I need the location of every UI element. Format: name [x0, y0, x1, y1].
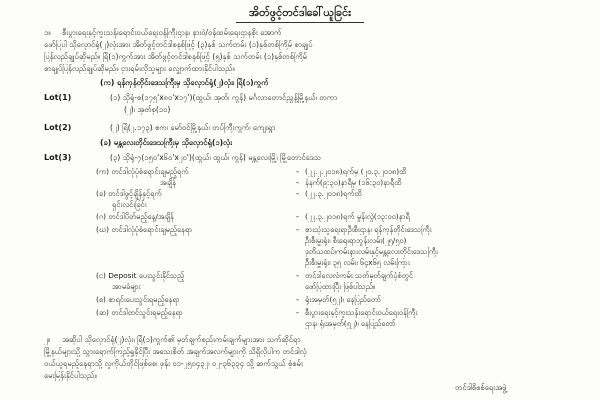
- schedule-value: (၂၂.၂.၂၀၁၈)ရက်မှ (၂၀.၃.၂၀၁၈)ထိ: [305, 167, 407, 176]
- lot1-label: Lot(1): [44, 93, 72, 102]
- section-b-heading: (ခ) မန္တလေးတိုင်းဒေသကြီးမှ သိုလှောင်ရုံ(၁)လုံး: [100, 138, 233, 147]
- closing-number: ၂။: [44, 335, 51, 344]
- schedule-label: ရှင်းလင်းခြင်း: [112, 200, 147, 209]
- schedule-value: နံနက်(၉:၃၀)နာရီမှ (၁၆:၃၀)နာရီထိ: [305, 178, 402, 187]
- intro-line: ပြန်လည်ချုပ်ဆိုမည်။ ရြဲ(၁)ကွက်အား အိတ်ဖွင့်တင်ဒါစနစ်ဖြင့် (၅)နှစ် သက်တမ်း (၁)နှစ်တစ်ကြိမ်: [44, 52, 308, 61]
- lot1-line: (၂)၊ အုတ်စု(၁၀): [124, 105, 171, 114]
- schedule-value: ဌာန၊ ရုံးအမှတ်(၅၂)၊ နေပြည်တော်: [305, 319, 396, 328]
- schedule-dash: -: [296, 308, 299, 317]
- intro-line: စီးပွားရေးနှင့်ကူးသန်းရောင်းဝယ်ရေးဝန်ကြီးဌာန၊ နားဝဲ/ဝန်ထမ်းရေးဌာနစိုး အောက်: [62, 28, 282, 37]
- schedule-dash: -: [296, 167, 299, 176]
- schedule-label: (ခ) တင်ဒါဖွင့်ချိန်နှင့်ရက်: [96, 189, 162, 198]
- schedule-value: (၂၂.၃.၂၀၁၈)ရက် မွန်းလွဲ(၁၃:၀၀)နာရီ: [305, 212, 410, 221]
- schedule-value: တင်ဒါလေလံကမ်း သတ်မှတ်ချက်ပုံစံတွင်: [305, 271, 413, 280]
- lot3-line: (၃) သိုရုံ-၇(၁၅၀'x၆၀'x၂၀')(ထွယ်၊ ထွယ်၊ ကွန်) မန္တလေးမြို့၊ မြို့တောင်ဒေသ: [110, 153, 321, 162]
- schedule-label: အာမခံများ: [112, 282, 141, 291]
- lot3-label: Lot(3): [44, 153, 72, 162]
- closing-line: အဆိုပါ သိုလှောင်ရုံ(၂)လုံး၊ ရြဲ(၁)ကွက်၏ မှတ်ချက်စည်းကမ်းချက်များအား သက်ဆိုင်ရာ: [62, 335, 301, 344]
- closing-line: မြို့နယ်များသို့ သွားရောက်ကြည့်ရှုနိုင်ပြီး အသေးစိတ် အချက်အလက်များကို သိရှိလိုပါက တင်ဒါလုံ: [44, 347, 307, 356]
- lot1-line: (၁) သိုရုံ-စ(၁၇၅'x၈၀'x၁၇')(ထွယ်၊ အုတ်၊ ကွန်) မင်္ဂလာတောင်ညွန့်မြို့နယ်၊ တကာ: [110, 93, 338, 102]
- schedule-value: ဒုတိယထပ်၊ကမ်းနားလမ်းနှင့်မန္တလေးတိုင်းဒေသကြီး: [305, 247, 438, 256]
- title-underline: [236, 22, 364, 23]
- document-title: အိတ်ဖွင့်တင်ဒါခေါ်ယူခြင်း: [249, 6, 351, 19]
- schedule-dash: -: [296, 271, 299, 280]
- intro-number: ၁။: [44, 28, 51, 37]
- closing-line: မေးမြန်းနိုင်ပါသည်။: [44, 371, 97, 380]
- schedule-dash: -: [296, 295, 299, 304]
- closing-line: ဝယ်ယူရမည့်နေရာသို့ လူကိုယ်တိုင်ဖြစ်စေ၊ ဖုန်း ၀၁-၂၅၀၄၃၂၊ ၀၂-၃၆၃၃၄ သို့ ဆက်သွယ် စုံစမ်း: [44, 359, 303, 368]
- intro-line: စာချုပ်ပြန်လည်ချုပ်ဆိုမည်။ ငှားရမ်းလိုသူများ လျှောက်ထားနိုင်ပါသည်။: [44, 64, 235, 73]
- schedule-label: (က) တင်ဒါလုံပုံစံရောင်းချမည့်ရက်: [96, 167, 189, 176]
- lot2-line: (၂) ရြဲ(၂.၁၇၃) ဧက၊ မော်ဝင်မြို့နယ်၊ တပ်ကြီးကွက်၊ ကျေးရွာ: [110, 123, 276, 132]
- schedule-value: ရုံးအမှတ်(၅၂)၊ နေပြည်တော်: [305, 295, 382, 304]
- schedule-dash: -: [296, 178, 299, 187]
- schedule-label: (ဆ) တင်ဒါတင်သွင်းရမည့်နေရာ: [96, 308, 183, 317]
- schedule-dash: -: [296, 225, 299, 234]
- schedule-value: စားသုံးသူရေးရာဦးစီးဌာန၊ ရန်ကုန်တိုင်းဒေသကြီး: [305, 225, 432, 234]
- schedule-dash: -: [296, 189, 299, 198]
- schedule-label: အချိန်: [160, 178, 176, 187]
- intro-line: ဖော်ပြပါ သိုလှောင်ရုံ(၂)လုံးအား အိတ်ဖွင့်တင်ဒါစနစ်ဖြင့် (၃)နှစ် သက်တမ်း (၁)နှစ်တစ်ကြိမ် စာချုပ်: [44, 40, 313, 49]
- schedule-value: (၂၂.၃.၂၀၁၈)ရက်ထိ: [305, 189, 362, 198]
- schedule-dash: -: [296, 212, 299, 221]
- schedule-label: (ဃ) တင်ဒါလုံပုံစံရောင်းချမည့်နေရာ: [96, 225, 193, 234]
- schedule-value: ဖော်ပြထားပြီး ဖြစ်ပါသည်။: [305, 282, 376, 291]
- schedule-value: စီးပွားရေးနှင့်ကူးသန်းရောင်းဝယ်ရေးဝန်ကြီး: [305, 308, 418, 317]
- schedule-value: ဦးစီးမှူးရုံး၊ ၃၅ လမ်း၊ ၆၄x၆၅ လမ်းကြား: [305, 258, 410, 267]
- schedule-label: (င) Deposit ပေးသွင်းနိုင်သည့်: [96, 271, 185, 280]
- schedule-value: ဦးစီးမှူးရုံး၊ စီးရေးရာဘွန်းလမ်း(၂၅/၅၀): [305, 236, 407, 245]
- schedule-label: (စ) စာရင်းပေးသွင်းရမည့်နေရာ: [96, 295, 180, 304]
- lot2-label: Lot(2): [44, 123, 72, 132]
- signature: တင်ဒါစိစစ်ရေးအဖွဲ့: [455, 383, 507, 392]
- schedule-label: (ဂ) တင်ဒါပိတ်မည့်နေ့/အချိန်: [96, 212, 174, 221]
- section-a-heading: (က) ရန်ကုန်တိုင်းဒေသကြီးမှ သိုလှောင်ရုံ(၂)လုံး၊ ရြဲ(၁)ကွက်: [100, 78, 269, 87]
